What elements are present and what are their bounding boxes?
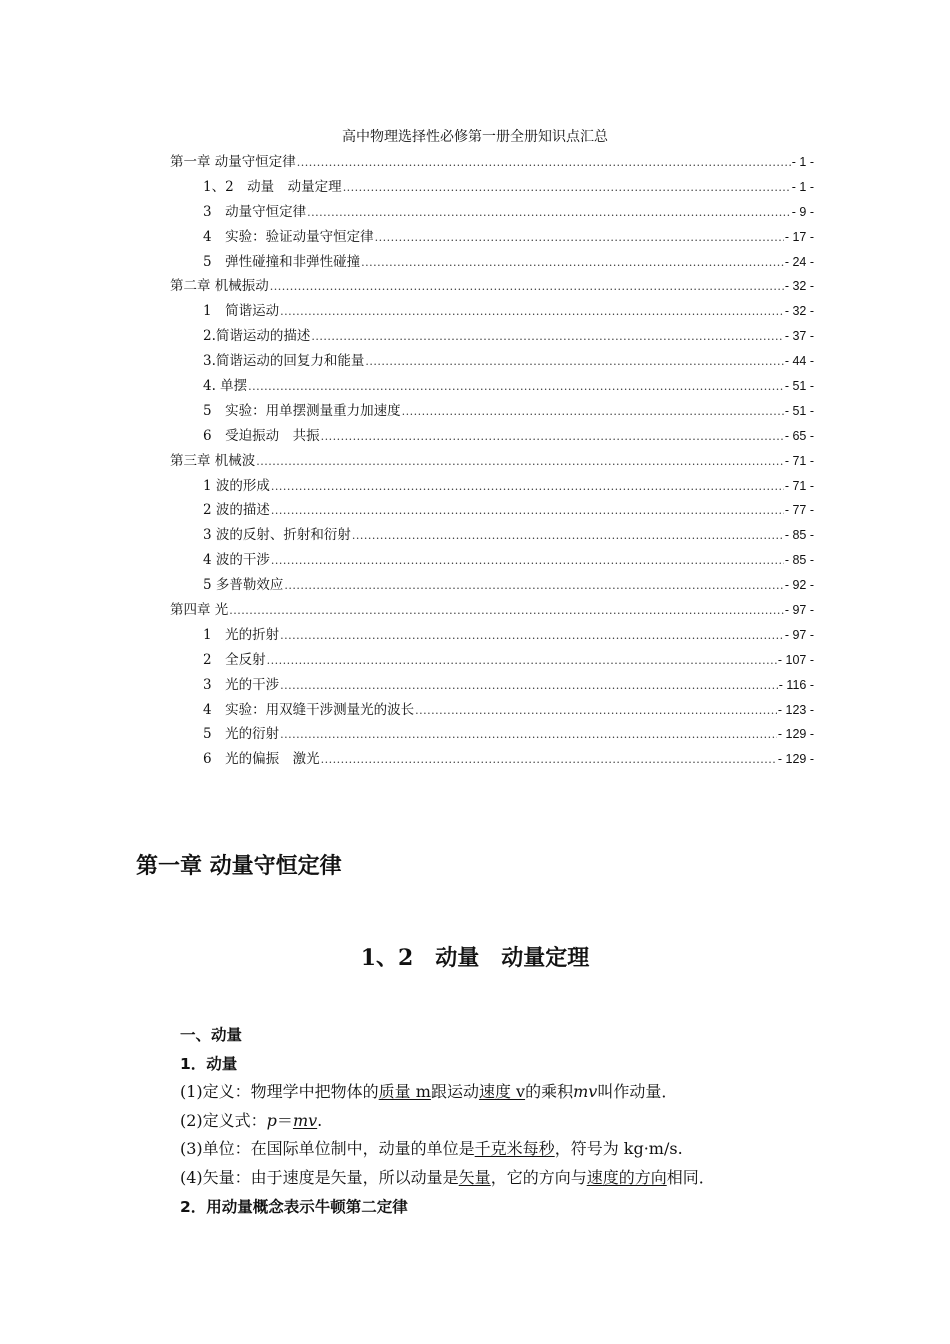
toc-entry-page: - 17 - [784,229,814,244]
toc-entry-title: 5 弹性碰撞和非弹性碰撞 [203,253,361,270]
toc-entry-page: - 37 - [784,329,814,344]
toc-entry[interactable] [170,250,814,275]
vector-mid: ，它的方向与 [490,1167,587,1187]
subheading-momentum: 一、动量 [180,1026,243,1044]
toc-leader [297,151,791,176]
toc-leader [321,748,777,773]
toc-entry[interactable] [170,374,814,399]
toc-entry[interactable] [170,698,814,723]
toc-entry-title: 1、2 动量 动量定理 [203,178,342,195]
toc-entry-page: - 51 - [784,379,814,394]
definition-suffix: 叫作动量． [597,1082,678,1102]
toc-leader [271,549,784,574]
toc-entry-title: 1 波的形成 [203,477,270,494]
toc-entry[interactable] [170,523,814,548]
toc-entry-page: - 44 - [784,354,814,369]
formula-suffix: . [317,1110,323,1130]
toc-entry-title: 3 波的反射、折射和衍射 [203,527,351,544]
toc-entry-title: 4 实验：用双缝干涉测量光的波长 [203,701,415,718]
toc-leader [256,450,784,475]
toc-entry-title: 4 波的干涉 [203,552,270,569]
formula-equals: ＝ [276,1110,293,1130]
toc-entry-title: 第二章 机械振动 [170,278,269,295]
toc-entry-title: 3.简谐运动的回复力和能量 [203,353,365,370]
toc-entry-page: - 65 - [784,428,814,443]
table-of-contents [170,150,814,772]
toc-leader [402,400,784,425]
toc-leader [280,624,784,649]
toc-entry-page: - 129 - [777,752,814,767]
toc-entry[interactable] [170,747,814,772]
toc-entry[interactable] [170,648,814,673]
toc-entry-page: - 85 - [784,553,814,568]
toc-leader [415,699,777,724]
term-vector: 矢量 [458,1167,491,1187]
chapter-heading: 第一章 动量守恒定律 [136,854,342,879]
toc-entry-page: - 32 - [784,304,814,319]
toc-entry-page: - 92 - [784,578,814,593]
vector-suffix: 相同． [666,1167,715,1187]
definition-mid: 跟运动 [430,1082,479,1102]
toc-entry-page: - 24 - [784,254,814,269]
symbol-p: p [266,1110,277,1130]
toc-entry[interactable] [170,598,814,623]
toc-leader [280,674,778,699]
symbol-mv: mv [573,1082,598,1102]
term-unit: 千克米每秒 [474,1139,555,1159]
toc-leader [270,275,784,300]
toc-leader [280,300,784,325]
toc-leader [248,375,784,400]
toc-entry[interactable] [170,324,814,349]
toc-leader [365,350,783,375]
toc-entry[interactable] [170,449,814,474]
toc-entry-title: 1 简谐运动 [203,303,280,320]
toc-entry[interactable] [170,175,814,200]
toc-leader [280,723,777,748]
document-title: 高中物理选择性必修第一册全册知识点汇总 [342,129,608,145]
term-mass: 质量 m [378,1082,431,1102]
toc-entry-title: 6 光的偏振 激光 [203,751,320,768]
toc-entry[interactable] [170,548,814,573]
toc-leader [352,524,784,549]
toc-entry-title: 1 光的折射 [203,626,280,643]
toc-entry-title: 第三章 机械波 [170,452,256,469]
toc-leader [361,251,784,276]
toc-entry[interactable] [170,673,814,698]
formula-line [180,1107,820,1136]
body-text [180,1021,820,1221]
toc-entry[interactable] [170,225,814,250]
toc-entry-title: 第四章 光 [170,602,229,619]
toc-entry[interactable] [170,200,814,225]
toc-entry-title: 2 全反射 [203,651,266,668]
toc-entry-title: 6 受迫振动 共振 [203,427,320,444]
vector-prefix: (4)矢量：由于速度是矢量，所以动量是 [180,1167,459,1187]
toc-entry[interactable] [170,722,814,747]
toc-entry-title: 2 波的描述 [203,502,270,519]
toc-entry-page: - 9 - [791,204,814,219]
toc-entry-page: - 32 - [784,279,814,294]
toc-leader [284,574,783,599]
toc-leader [271,499,784,524]
section-heading: 1、2 动量 动量定理 [360,945,590,971]
definition-line [180,1078,820,1107]
toc-entry-title: 4. 单摆 [203,378,248,395]
subheading-newton: 2．用动量概念表示牛顿第二定律 [180,1197,408,1216]
toc-entry-page: - 1 - [791,179,814,194]
toc-leader [229,599,784,624]
toc-entry-title: 3 光的干涉 [203,676,280,693]
toc-entry-title: 5 光的衍射 [203,726,280,743]
unit-suffix: ，符号为 kg·m/s. [554,1139,683,1159]
toc-entry[interactable] [170,299,814,324]
toc-entry[interactable] [170,498,814,523]
definition-prefix: (1)定义：物理学中把物体的 [180,1082,379,1102]
toc-entry[interactable] [170,349,814,374]
toc-entry-page: - 116 - [778,677,814,692]
toc-leader [271,475,784,500]
subheading-momentum-1: 1．动量 [180,1054,238,1073]
toc-entry-page: - 1 - [791,155,814,169]
toc-entry[interactable] [170,424,814,449]
toc-entry[interactable] [170,573,814,598]
toc-entry[interactable] [170,399,814,424]
toc-entry-page: - 123 - [777,702,814,717]
toc-entry-title: 第一章 动量守恒定律 [170,154,296,170]
toc-entry[interactable] [170,474,814,499]
toc-entry[interactable] [170,150,814,175]
unit-line [180,1135,820,1164]
formula-mv: mv [292,1110,318,1130]
toc-leader [307,201,791,226]
toc-entry-page: - 77 - [784,503,814,518]
toc-entry-title: 5 实验：用单摆测量重力加速度 [203,402,401,419]
term-velocity-direction: 速度的方向 [586,1167,667,1187]
toc-leader [343,176,791,201]
formula-prefix: (2)定义式： [180,1110,267,1130]
toc-entry-page: - 71 - [784,453,814,468]
vector-line [180,1164,820,1193]
toc-leader [321,425,784,450]
toc-entry-page: - 129 - [777,727,814,742]
toc-leader [267,649,777,674]
toc-entry-title: 3 动量守恒定律 [203,203,307,220]
definition-mid2: 的乘积 [525,1082,574,1102]
toc-entry-page: - 97 - [784,627,814,642]
toc-entry-title: 5 多普勒效应 [203,577,284,594]
toc-entry-page: - 97 - [784,603,814,618]
term-velocity: 速度 v [478,1082,526,1102]
toc-entry[interactable] [170,274,814,299]
toc-leader [311,325,783,350]
toc-entry[interactable] [170,623,814,648]
toc-leader [375,226,784,251]
toc-entry-title: 4 实验：验证动量守恒定律 [203,228,374,245]
toc-entry-page: - 85 - [784,528,814,543]
toc-entry-title: 2.简谐运动的描述 [203,328,311,345]
toc-entry-page: - 51 - [784,403,814,418]
unit-prefix: (3)单位：在国际单位制中，动量的单位是 [180,1139,475,1159]
toc-entry-page: - 71 - [784,478,814,493]
toc-entry-page: - 107 - [777,652,814,667]
